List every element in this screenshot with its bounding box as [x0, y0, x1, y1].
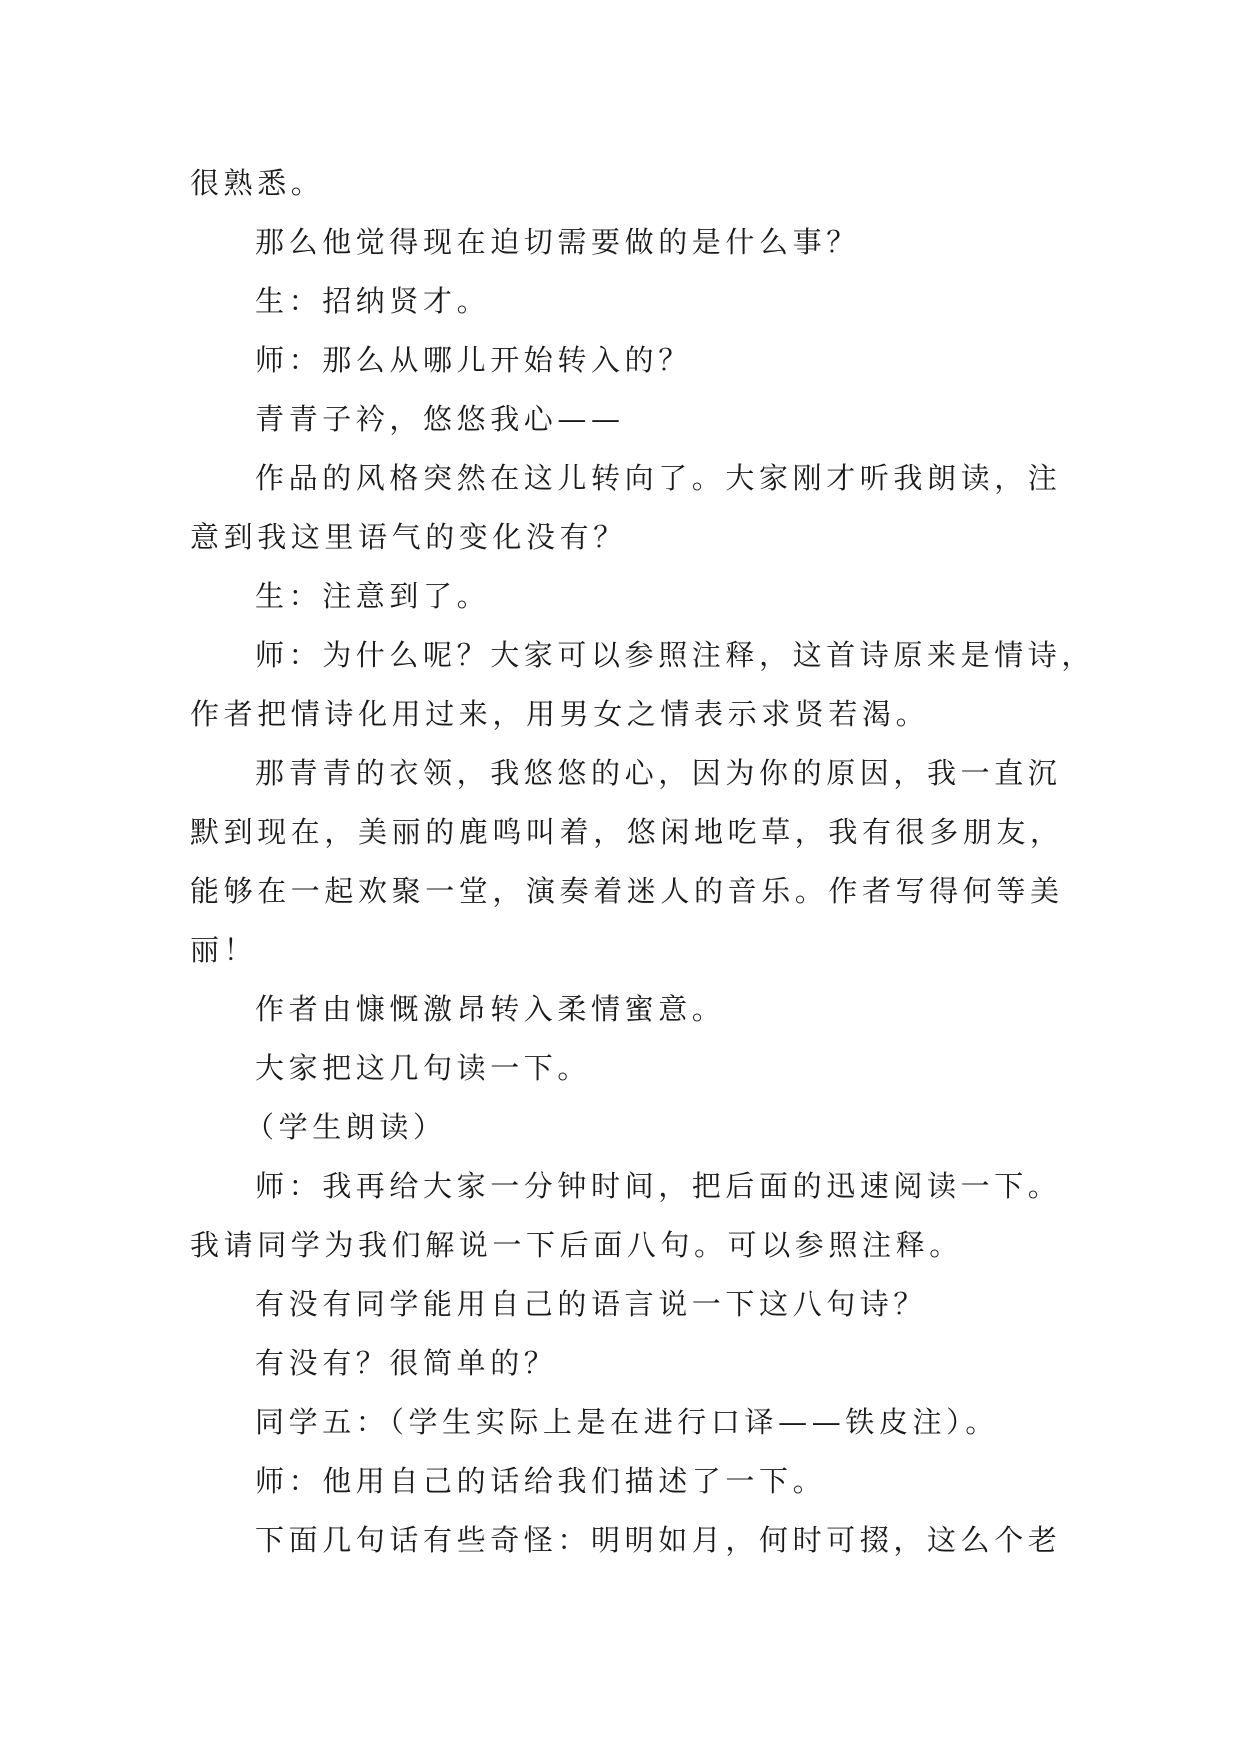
text-line: 下面几句话有些奇怪：明明如月，何时可掇，这么个老: [255, 1523, 1062, 1557]
text-line: 丽！: [190, 933, 258, 967]
text-line: 师：我再给大家一分钟时间，把后面的迅速阅读一下。: [255, 1169, 1062, 1203]
text-line: 我请同学为我们解说一下后面八句。可以参照注释。: [190, 1228, 963, 1262]
text-line: 能够在一起欢聚一堂，演奏着迷人的音乐。作者写得何等美: [190, 874, 1064, 908]
text-line: 有没有同学能用自己的语言说一下这八句诗？: [255, 1287, 928, 1321]
text-line: 作者把情诗化用过来，用男女之情表示求贤若渴。: [190, 697, 930, 731]
text-line: 生：注意到了。: [255, 579, 491, 613]
text-line: 意到我这里语气的变化没有？: [190, 520, 627, 554]
text-line: 师：为什么呢？大家可以参照注释，这首诗原来是情诗，: [255, 638, 1096, 672]
text-line: 作品的风格突然在这儿转向了。大家刚才听我朗读，注: [255, 461, 1062, 495]
text-line: 同学五：（学生实际上是在进行口译——铁皮注）。: [255, 1405, 999, 1439]
text-line: 默到现在，美丽的鹿鸣叫着，悠闲地吃草，我有很多朋友，: [190, 815, 1064, 849]
text-line: 师：那么从哪儿开始转入的？: [255, 343, 692, 377]
text-line: 师：他用自己的话给我们描述了一下。: [255, 1464, 827, 1498]
text-line: 作者由慷慨激昂转入柔情蜜意。: [255, 992, 726, 1026]
text-line: 大家把这几句读一下。: [255, 1051, 592, 1085]
text-line: 生：招纳贤才。: [255, 284, 491, 318]
text-line: （学生朗读）: [245, 1110, 447, 1144]
text-line: 很熟悉。: [190, 166, 325, 200]
text-line: 那么他觉得现在迫切需要做的是什么事？: [255, 225, 860, 259]
text-line: 那青青的衣领，我悠悠的心，因为你的原因，我一直沉: [255, 756, 1062, 790]
text-line: 有没有？很简单的？: [255, 1346, 558, 1380]
text-line: 青青子衿，悠悠我心——: [255, 402, 625, 436]
